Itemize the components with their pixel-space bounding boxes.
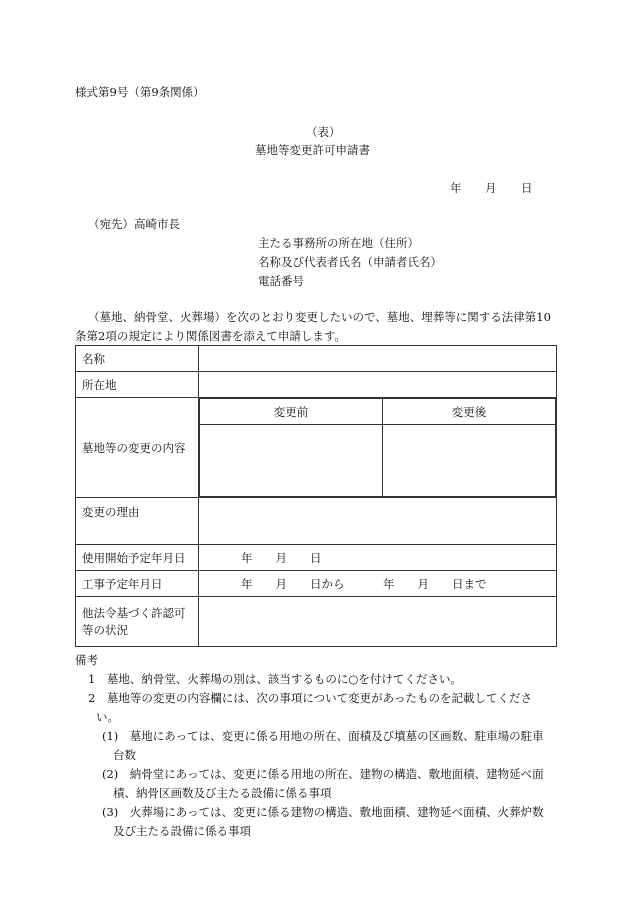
header-before: 変更前	[200, 399, 383, 425]
row-change-content	[76, 398, 557, 498]
application-table	[75, 345, 557, 647]
page-title: 墓地等変更許可申請書	[255, 143, 370, 157]
construction-date-from: 年 月 日から	[241, 576, 345, 591]
applicant-phone-label: 電話番号	[258, 274, 304, 288]
other-permits-field[interactable]	[199, 597, 557, 647]
label-change-content: 墓地等の変更の内容	[76, 398, 199, 498]
row-name	[76, 346, 557, 372]
location-field[interactable]	[199, 372, 557, 398]
header-after: 変更後	[383, 399, 556, 425]
label-other-permits	[76, 597, 199, 647]
date-day: 日	[521, 181, 533, 195]
note-2-1-line1: (1) 墓地にあっては、変更に係る用地の所在、面積及び墳墓の区画数、駐車場の駐車	[102, 729, 544, 743]
date-month: 月	[485, 181, 497, 195]
applicant-name-label: 名称及び代表者氏名（申請者氏名）	[258, 255, 442, 269]
date-year: 年	[450, 181, 462, 195]
label-other-permits-line2: 等の状況	[82, 622, 128, 637]
note-1: 1 墓地、納骨堂、火葬場の別は、該当するものに○を付けてください。	[88, 672, 462, 686]
note-2-2-line2: 積、納骨区画数及び主たる設備に係る事項	[113, 786, 332, 800]
label-name: 名称	[76, 346, 199, 372]
before-field[interactable]	[200, 425, 383, 497]
side-label: （表）	[306, 125, 341, 139]
note-2-2-line1: (2) 納骨堂にあっては、変更に係る用地の所在、建物の構造、敷地面積、建物延べ面	[102, 767, 544, 781]
body-text-line2: 条第2項の規定により関係図書を添えて申請します。	[75, 329, 346, 343]
label-construction-date: 工事予定年月日	[76, 571, 199, 597]
label-location: 所在地	[76, 372, 199, 398]
row-reason	[76, 498, 557, 545]
row-construction-date	[76, 571, 557, 597]
construction-date-to: 年 月 日まで	[383, 576, 487, 591]
after-field[interactable]	[383, 425, 556, 497]
note-2-line1: 2 墓地等の変更の内容欄には、次の事項について変更があったものを記載してくださ	[88, 691, 532, 705]
construction-date-field[interactable]	[199, 571, 557, 597]
row-location	[76, 372, 557, 398]
notes-heading: 備考	[75, 653, 98, 667]
form-number: 様式第9号（第9条関係）	[75, 85, 205, 99]
note-2-3-line2: 及び主たる設備に係る事項	[113, 824, 251, 838]
name-field[interactable]	[199, 346, 557, 372]
reason-field[interactable]	[199, 498, 557, 545]
row-start-date	[76, 545, 557, 571]
label-reason: 変更の理由	[76, 498, 199, 545]
note-2-line2: い。	[96, 710, 119, 724]
label-other-permits-line1: 他法令基づく許認可	[82, 605, 186, 620]
addressee: （宛先）高崎市長	[88, 217, 180, 231]
applicant-address-label: 主たる事務所の所在地（住所）	[258, 236, 419, 250]
row-other-permits	[76, 597, 557, 647]
start-date-value: 年 月 日	[241, 550, 322, 565]
note-2-3-line1: (3) 火葬場にあっては、変更に係る建物の構造、敷地面積、建物延べ面積、火葬炉数	[102, 805, 544, 819]
body-text-line1: （墓地、納骨堂、火葬場）を次のとおり変更したいので、墓地、埋葬等に関する法律第10	[88, 310, 551, 324]
label-start-date: 使用開始予定年月日	[76, 545, 199, 571]
start-date-field[interactable]	[199, 545, 557, 571]
note-2-1-line2: 台数	[113, 748, 136, 762]
